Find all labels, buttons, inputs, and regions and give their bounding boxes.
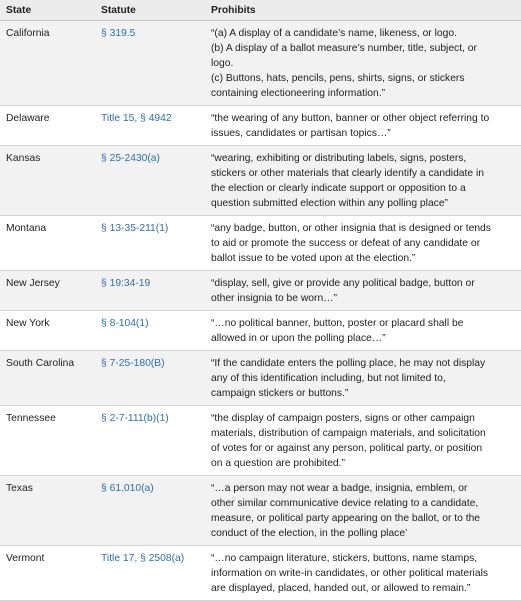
prohibits-cell [205, 271, 521, 311]
statute-link[interactable]: § 25-2430(a) [95, 146, 205, 216]
prohibits-text-line: “…no campaign literature, stickers, buttons, name stamps, [211, 553, 478, 564]
prohibits-text-line: other insignia to be worn…” [211, 293, 337, 304]
prohibits-text-line: information on write-in candidates, or other political materials [211, 568, 489, 579]
prohibits-text-line: logo. [211, 58, 234, 69]
prohibits-text-line: “the wearing of any button, banner or other object referring to [211, 113, 490, 124]
header-statute: Statute [95, 0, 205, 21]
prohibits-text-line: “…a person may not wear a badge, insignia, emblem, or [211, 483, 468, 494]
table-row [0, 406, 521, 476]
prohibits-text-line: of votes for or against any person, political party, or position [211, 443, 483, 454]
prohibits-text-line: are displayed, placed, handed out, or allowed to remain.” [211, 583, 471, 594]
table-row [0, 546, 521, 601]
prohibits-text-line: stickers or other materials that clearly identify a candidate in [211, 168, 484, 179]
header-state: State [0, 0, 95, 21]
table-row [0, 216, 521, 271]
header-prohibits: Prohibits [205, 0, 521, 21]
state-cell: Tennessee [0, 406, 95, 476]
prohibits-text-line: “…no political banner, button, poster or placard shall be [211, 318, 464, 329]
state-cell: South Carolina [0, 351, 95, 406]
prohibits-text-line: other similar communicative device relating to a candidate, [211, 498, 479, 509]
table-row [0, 21, 521, 106]
statute-link[interactable]: § 19:34-19 [95, 271, 205, 311]
statute-link[interactable]: Title 15, § 4942 [95, 106, 205, 146]
statute-link[interactable]: § 13-35-211(1) [95, 216, 205, 271]
prohibits-text-line: allowed in or upon the polling place…” [211, 333, 386, 344]
prohibits-cell [205, 476, 521, 546]
prohibits-cell [205, 21, 521, 106]
prohibits-text-line: to aid or promote the success or defeat of any candidate or [211, 238, 481, 249]
prohibits-text-line: (c) Buttons, hats, pencils, pens, shirts, signs, or stickers [211, 73, 465, 84]
prohibits-text-line: any of this identification including, but not limited to, [211, 373, 446, 384]
table-row [0, 311, 521, 351]
prohibits-text-line: ballot issue to be voted upon at the election.” [211, 253, 416, 264]
prohibits-text-line: “any badge, button, or other insignia that is designed or tends [211, 223, 491, 234]
prohibits-text-line: conduct of the election, in the polling place’ [211, 528, 408, 539]
statute-link[interactable]: § 61.010(a) [95, 476, 205, 546]
statute-link[interactable]: § 7-25-180(B) [95, 351, 205, 406]
prohibits-text-line: (b) A display of a ballot measure’s number, title, subject, or [211, 43, 477, 54]
state-cell: New York [0, 311, 95, 351]
prohibits-text-line: “If the candidate enters the polling place, he may not display [211, 358, 486, 369]
prohibits-cell [205, 546, 521, 601]
prohibits-text-line: question submitted election within any polling place” [211, 198, 448, 209]
prohibits-cell [205, 106, 521, 146]
table-row [0, 476, 521, 546]
table-row [0, 351, 521, 406]
statute-link[interactable]: § 319.5 [95, 21, 205, 106]
table-body [0, 21, 521, 601]
state-cell: California [0, 21, 95, 106]
statute-link[interactable]: § 8-104(1) [95, 311, 205, 351]
state-cell: Delaware [0, 106, 95, 146]
prohibits-cell [205, 216, 521, 271]
table-row [0, 271, 521, 311]
state-cell: Vermont [0, 546, 95, 601]
prohibits-cell [205, 406, 521, 476]
state-cell: Montana [0, 216, 95, 271]
statute-link[interactable]: § 2-7-111(b)(1) [95, 406, 205, 476]
prohibits-text-line: the election or clearly indicate support or opposition to a [211, 183, 466, 194]
table-header [0, 0, 521, 21]
table-row [0, 146, 521, 216]
prohibits-text-line: materials, distribution of campaign materials, and solicitation [211, 428, 486, 439]
prohibits-text-line: “the display of campaign posters, signs or other campaign [211, 413, 475, 424]
prohibits-text-line: “display, sell, give or provide any political badge, button or [211, 278, 475, 289]
prohibits-text-line: “(a) A display of a candidate’s name, likeness, or logo. [211, 28, 457, 39]
header-row [0, 0, 521, 21]
prohibits-cell [205, 146, 521, 216]
prohibits-text-line: “wearing, exhibiting or distributing labels, signs, posters, [211, 153, 467, 164]
prohibits-text-line: measure, or political party appearing on the ballot, or to the [211, 513, 481, 524]
statute-link[interactable]: Title 17, § 2508(a) [95, 546, 205, 601]
prohibits-text-line: containing electioneering information.” [211, 88, 386, 99]
prohibits-text-line: on a question are prohibited.” [211, 458, 345, 469]
prohibits-text-line: campaign stickers or buttons.” [211, 388, 349, 399]
prohibits-cell [205, 311, 521, 351]
state-cell: New Jersey [0, 271, 95, 311]
state-cell: Kansas [0, 146, 95, 216]
prohibits-text-line: issues, candidates or partisan topics…” [211, 128, 391, 139]
table-row [0, 106, 521, 146]
prohibits-cell [205, 351, 521, 406]
state-cell: Texas [0, 476, 95, 546]
